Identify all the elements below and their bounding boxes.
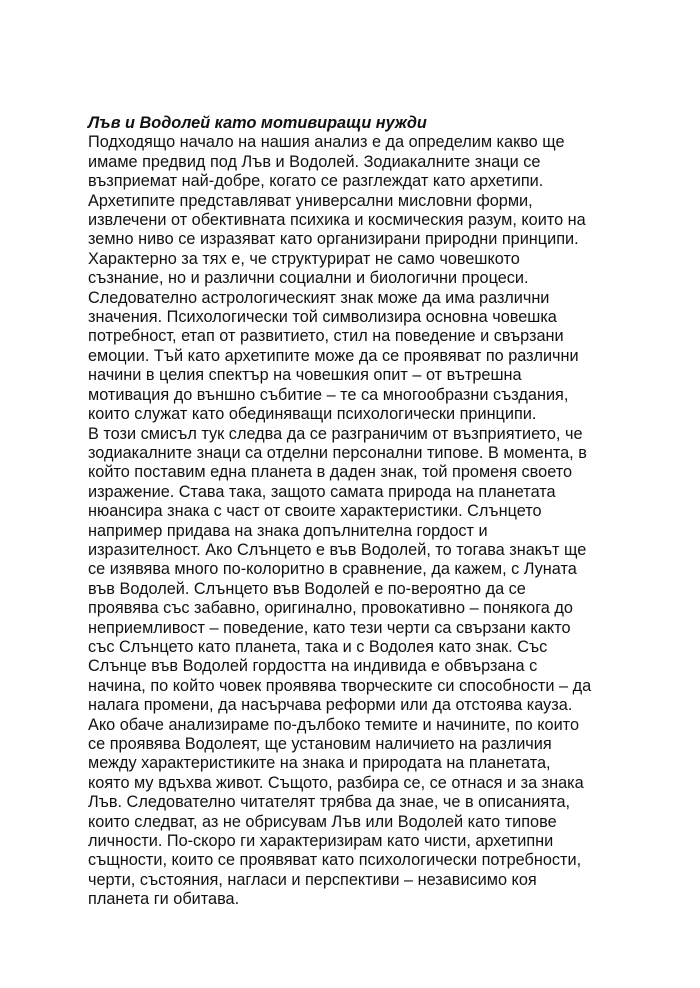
text-line: извлечени от обективната психика и космическия разум, които на [88, 211, 586, 230]
text-line: Слънце във Водолей гордостта на индивида е обвързана с [88, 657, 538, 676]
text-line: които следват, аз не обрисувам Лъв или Водолей като типове [88, 812, 557, 831]
document-page [88, 114, 688, 910]
text-line: Следователно астрологическият знак може да има различни [88, 288, 550, 307]
text-line: Лъв. Следователно читателят трябва да знае, че в описанията, [88, 793, 571, 812]
text-line: например придава на знака допълнителна гордост и [88, 521, 488, 540]
text-line: който поставим една планета в даден знак, той променя своето [88, 463, 573, 482]
text-line: емоции. Тъй като архетипите може да се проявяват по различни [88, 346, 579, 365]
text-line: начина, по който човек проявява творческите си способности – да [88, 676, 592, 695]
text-line: Архетипите представляват универсални мисловни форми, [88, 191, 533, 210]
text-line: планета ги обитава. [88, 890, 240, 909]
text-line: които служат като обединяващи психологически принципи. [88, 405, 537, 424]
text-line: Ако обаче анализираме по-дълбоко темите и начините, по които [88, 715, 580, 734]
text-line: възприемат най-добре, когато се разглеждат като архетипи. [88, 172, 544, 191]
text-line: земно ниво се изразяват като организирани природни принципи. [88, 230, 579, 249]
text-line: между характеристиките на знака и природата на планетата, [88, 754, 551, 773]
text-line: Подходящо начало на нашия анализ е да определим какво ще [88, 133, 565, 152]
text-line: зодиакалните знаци са отделни персонални типове. В момента, в [88, 443, 587, 462]
text-line: изражение. Става така, защото самата природа на планетата [88, 482, 556, 501]
text-line: проявява със забавно, оригинално, провокативно – понякога до [88, 599, 573, 618]
text-line: която му вдъхва живот. Същото, разбира се, се отнася и за знака [88, 773, 584, 792]
text-line: неприемливост – поведение, като тези черти са свързани както [88, 618, 571, 637]
text-line: личности. По-скоро ги характеризирам като чисти, архетипни [88, 832, 554, 851]
text-line: начини в целия спектър на човешкия опит – от вътрешна [88, 366, 522, 385]
text-line: нюансира знака с част от своите характеристики. Слънцето [88, 502, 542, 521]
text-line: същности, които се проявяват като психологически потребности, [88, 851, 582, 870]
section-heading: Лъв и Водолей като мотивиращи нужди [88, 114, 427, 132]
text-line: се изявява много по-колоритно в сравнение, да кажем, с Луната [88, 560, 577, 579]
text-line: черти, състояния, нагласи и перспективи – независимо коя [88, 870, 537, 889]
text-line: В този смисъл тук следва да се разграничим от възприятието, че [88, 424, 583, 443]
text-line: значения. Психологически той символизира основна човешка [88, 308, 557, 327]
text-line: със Слънцето като планета, така и с Водолея като знак. Със [88, 637, 548, 656]
body-text [88, 133, 688, 909]
text-line: съзнание, но и различни социални и биологични процеси. [88, 269, 529, 288]
text-line: потребност, етап от развитието, стил на поведение и свързани [88, 327, 564, 346]
text-line: изразителност. Ако Слънцето е във Водолей, то тогава знакът ще [88, 540, 587, 559]
text-line: във Водолей. Слънцето във Водолей е по-вероятно да се [88, 579, 526, 598]
text-line: имаме предвид под Лъв и Водолей. Зодиакалните знаци се [88, 152, 541, 171]
text-line: Характерно за тях е, че структурират не само човешкото [88, 249, 520, 268]
text-line: се проявява Водолеят, ще установим наличието на различия [88, 735, 552, 753]
text-line: мотивация до външно събитие – те са многообразни създания, [88, 385, 569, 404]
text-line: налага промени, да насърчава реформи или да отстоява кауза. [88, 696, 573, 715]
